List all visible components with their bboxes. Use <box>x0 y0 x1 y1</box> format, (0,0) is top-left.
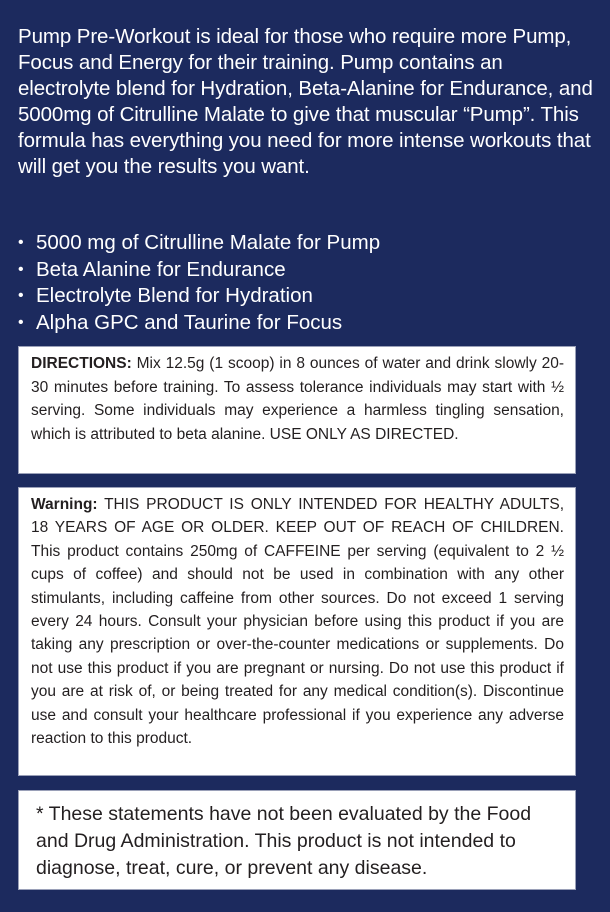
feature-label: Alpha GPC and Taurine for Focus <box>36 310 343 334</box>
bullet-icon: • <box>18 287 24 304</box>
feature-list-item <box>18 230 596 257</box>
warning-box <box>18 487 576 776</box>
bullet-icon: • <box>18 313 24 331</box>
bullet-icon: • <box>18 234 24 251</box>
fda-disclaimer-box <box>18 790 576 890</box>
bullet-icon: • <box>18 260 24 278</box>
feature-list <box>18 230 596 336</box>
warning-text <box>31 493 564 750</box>
directions-text <box>31 352 564 446</box>
feature-label: Beta Alanine for Endurance <box>36 257 286 281</box>
warning-body: THIS PRODUCT IS ONLY INTENDED FOR HEALTHY ADULTS, 18 YEARS OF AGE OR OLDER. KEEP OUT OF REACH OF CHILDREN. This product contains 250mg of CAFFEINE per serving (equivalent to 2 ½ cups of coffee) and should not be used in combination with any other stimulants, including caffeine from other sources. Do not exceed 1 serving every 24 hours. Consult your physician before using this product if you are taking any prescription or over-the-counter medications or supplements. Do not use this product if you are pregnant or nursing. Do not use this product if you are at risk of, or being treated for any medical condition(s). Discontinue use and consult your healthcare professional if you experience any adverse reaction to this product. <box>31 496 564 748</box>
feature-list-item <box>18 257 596 284</box>
fda-disclaimer-text: * These statements have not been evaluated by the Food and Drug Administration. This product is not intended to diagnose, treat, cure, or prevent any disease. <box>36 803 532 879</box>
directions-body: Mix 12.5g (1 scoop) in 8 ounces of water and drink slowly 20-30 minutes before training. To assess tolerance individuals may start with ½ serving. Some individuals may experience a harmless tingling sensation, which is attributed to beta alanine. USE ONLY AS DIRECTED. <box>31 355 564 443</box>
feature-label: Electrolyte Blend for Hydration <box>36 284 313 307</box>
feature-list-item <box>18 283 596 310</box>
warning-label: Warning: <box>31 496 98 513</box>
directions-box <box>18 346 576 474</box>
intro-paragraph: Pump Pre-Workout is ideal for those who require more Pump, Focus and Energy for their training. Pump contains an electrolyte blend for Hydration, Beta-Alanine for Endurance, and 5000mg of Citrulline Malate to give that muscular “Pump”. This formula has everything you need for more intense workouts that will get you the results you want. <box>18 25 593 178</box>
feature-list-item <box>18 310 596 337</box>
directions-label: DIRECTIONS: <box>31 355 132 372</box>
feature-label: 5000 mg of Citrulline Malate for Pump <box>36 231 381 254</box>
